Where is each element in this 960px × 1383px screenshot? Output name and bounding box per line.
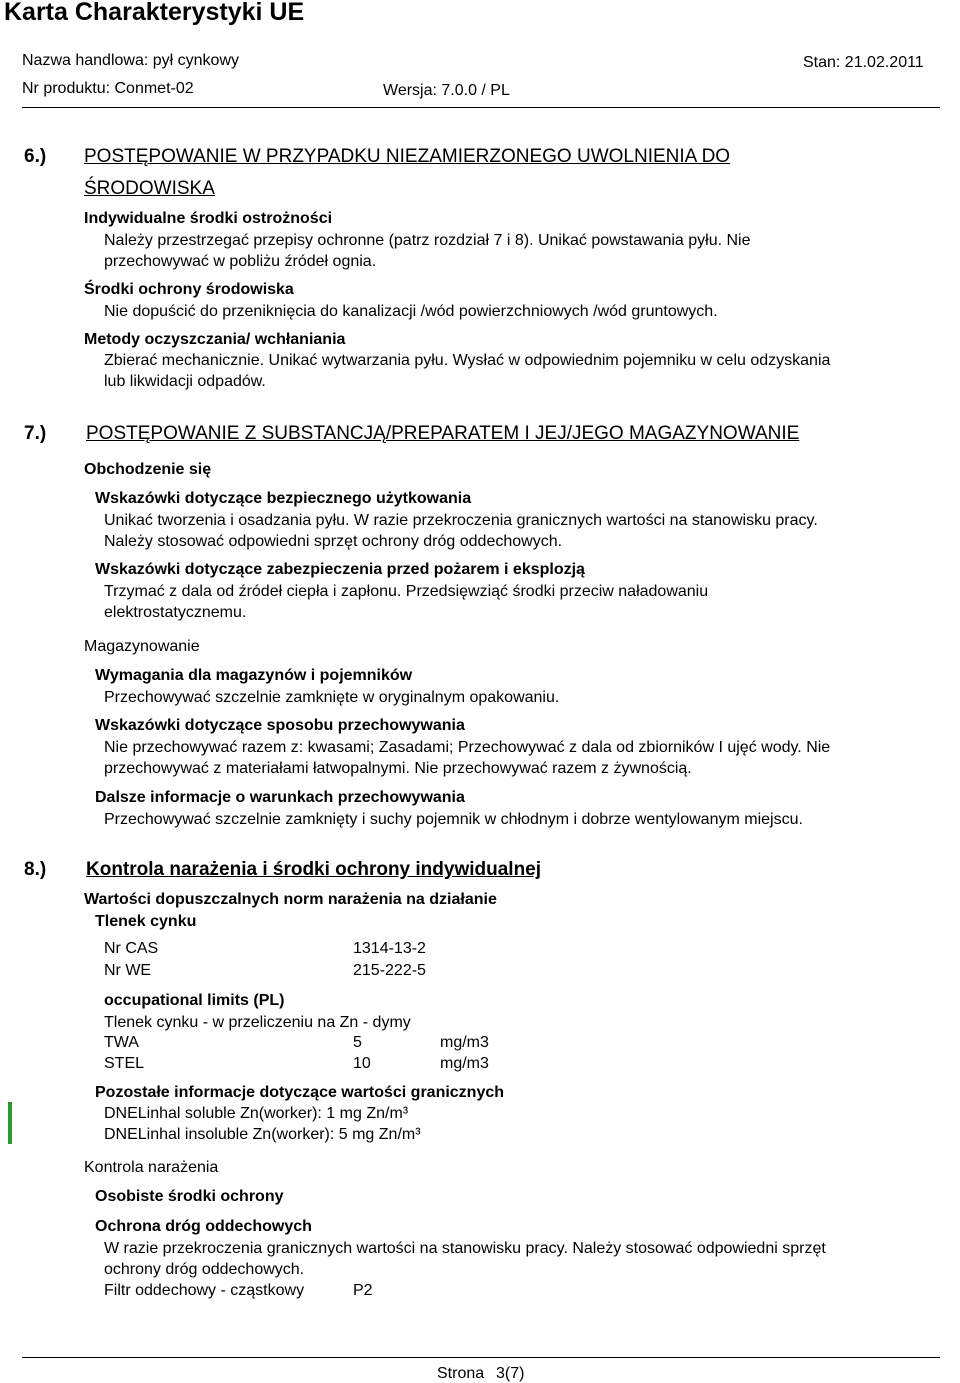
respiratory-protection-heading: Ochrona dróg oddechowych [95, 1218, 312, 1235]
change-marker-bar [8, 1102, 12, 1144]
occupational-limits-description: Tlenek cynku - w przeliczeniu na Zn - dymy [104, 1014, 411, 1031]
occupational-limits-heading: occupational limits (PL) [104, 992, 285, 1009]
product-number: Nr produktu: Conmet-02 [22, 80, 194, 97]
cleanup-methods-heading: Metody oczyszczania/ wchłaniania [84, 331, 346, 348]
fire-protection-line1: Trzymać z dala od źródeł ciepła i zapłonu. Przedsięwziąć środki przeciw naładowaniu [104, 583, 709, 600]
page-label: Strona [437, 1365, 485, 1382]
ec-value: 215-222-5 [353, 962, 426, 979]
twa-unit: mg/m3 [440, 1034, 489, 1051]
storage-requirements-heading: Wymagania dla magazynów i pojemników [95, 667, 413, 684]
section-6-title-line1: POSTĘPOWANIE W PRZYPADKU NIEZAMIERZONEGO UWOLNIENIA DO [84, 146, 731, 167]
env-precautions-text: Nie dopuścić do przeniknięcia do kanalizacji /wód powierzchniowych /wód gruntowych. [104, 303, 718, 320]
cas-label: Nr CAS [104, 940, 159, 957]
storage-heading: Magazynowanie [84, 638, 200, 655]
trade-name: Nazwa handlowa: pył cynkowy [22, 52, 239, 69]
cleanup-methods-line2: lub likwidacji odpadów. [104, 373, 266, 390]
dnel-soluble: DNELinhal soluble Zn(worker): 1 mg Zn/m³ [104, 1105, 409, 1122]
state-date: Stan: 21.02.2011 [803, 54, 924, 71]
section-6-title-line2: ŚRODOWISKA [84, 178, 215, 199]
further-storage-text: Przechowywać szczelnie zamknięty i suchy pojemnik w chłodnym i dobrze wentylowanym miejscu. [104, 811, 803, 828]
storage-hints-heading: Wskazówki dotyczące sposobu przechowywania [95, 717, 465, 734]
stel-value: 10 [353, 1055, 371, 1072]
version: Wersja: 7.0.0 / PL [383, 82, 510, 99]
respiratory-protection-line1: W razie przekroczenia granicznych wartości na stanowisku pracy. Należy stosować odpowiedni sprzęt [104, 1240, 826, 1257]
section-6-number: 6.) [24, 146, 47, 167]
cas-value: 1314-13-2 [353, 940, 426, 957]
personal-precautions-heading: Indywidualne środki ostrożności [84, 210, 333, 227]
personal-precautions-line2: przechowywać w pobliżu źródeł ognia. [104, 253, 377, 270]
storage-hints-line2: przechowywać z materiałami łatwopalnymi. Nie przechowywać razem z żywnością. [104, 760, 692, 777]
section-8-title: Kontrola narażenia i środki ochrony indywidualnej [86, 859, 542, 880]
fire-protection-heading: Wskazówki dotyczące zabezpieczenia przed pożarem i eksplozją [95, 561, 585, 578]
filter-label: Filtr oddechowy - cząstkowy [104, 1282, 305, 1299]
twa-value: 5 [353, 1034, 362, 1051]
ec-label: Nr WE [104, 962, 152, 979]
document-title: Karta Charakterystyki UE [4, 0, 305, 26]
ppe-heading: Osobiste środki ochrony [95, 1188, 284, 1205]
filter-value: P2 [353, 1282, 373, 1299]
page-number: 3(7) [496, 1365, 525, 1382]
stel-label: STEL [104, 1055, 145, 1072]
header-divider [22, 107, 940, 108]
twa-label: TWA [104, 1034, 139, 1051]
safe-use-heading: Wskazówki dotyczące bezpiecznego użytkowania [95, 490, 472, 507]
further-storage-heading: Dalsze informacje o warunkach przechowywania [95, 789, 465, 806]
personal-precautions-line1: Należy przestrzegać przepisy ochronne (patrz rozdział 7 i 8). Unikać powstawania pyłu. Nie [104, 232, 751, 249]
storage-hints-line1: Nie przechowywać razem z: kwasami; Zasadami; Przechowywać z dala od zbiorników I ujęć wody. Nie [104, 739, 831, 756]
section-8-number: 8.) [24, 859, 47, 880]
env-precautions-heading: Środki ochrony środowiska [84, 281, 294, 298]
stel-unit: mg/m3 [440, 1055, 489, 1072]
exposure-control-heading: Kontrola narażenia [84, 1159, 219, 1176]
handling-heading: Obchodzenie się [84, 461, 212, 478]
dnel-insoluble: DNELinhal insoluble Zn(worker): 5 mg Zn/m³ [104, 1126, 421, 1143]
fire-protection-line2: elektrostatycznemu. [104, 604, 247, 621]
section-7-title: POSTĘPOWANIE Z SUBSTANCJĄ/PREPARATEM I JEJ/JEGO MAGAZYNOWANIE [86, 423, 800, 444]
safe-use-line1: Unikać tworzenia i osadzania pyłu. W razie przekroczenia granicznych wartości na stanowisku pracy. [104, 512, 818, 529]
cleanup-methods-line1: Zbierać mechanicznie. Unikać wytwarzania pyłu. Wysłać w odpowiednim pojemniku w celu odzyskania [104, 352, 831, 369]
safe-use-line2: Należy stosować odpowiedni sprzęt ochrony dróg oddechowych. [104, 533, 563, 550]
other-limits-heading: Pozostałe informacje dotyczące wartości granicznych [95, 1084, 505, 1101]
storage-requirements-text: Przechowywać szczelnie zamknięte w oryginalnym opakowaniu. [104, 689, 560, 706]
footer-divider [22, 1357, 940, 1358]
substance-name: Tlenek cynku [95, 913, 197, 930]
section-7-number: 7.) [24, 423, 47, 444]
respiratory-protection-line2: ochrony dróg oddechowych. [104, 1261, 305, 1278]
exposure-limits-heading: Wartości dopuszczalnych norm narażenia na działanie [84, 891, 497, 908]
